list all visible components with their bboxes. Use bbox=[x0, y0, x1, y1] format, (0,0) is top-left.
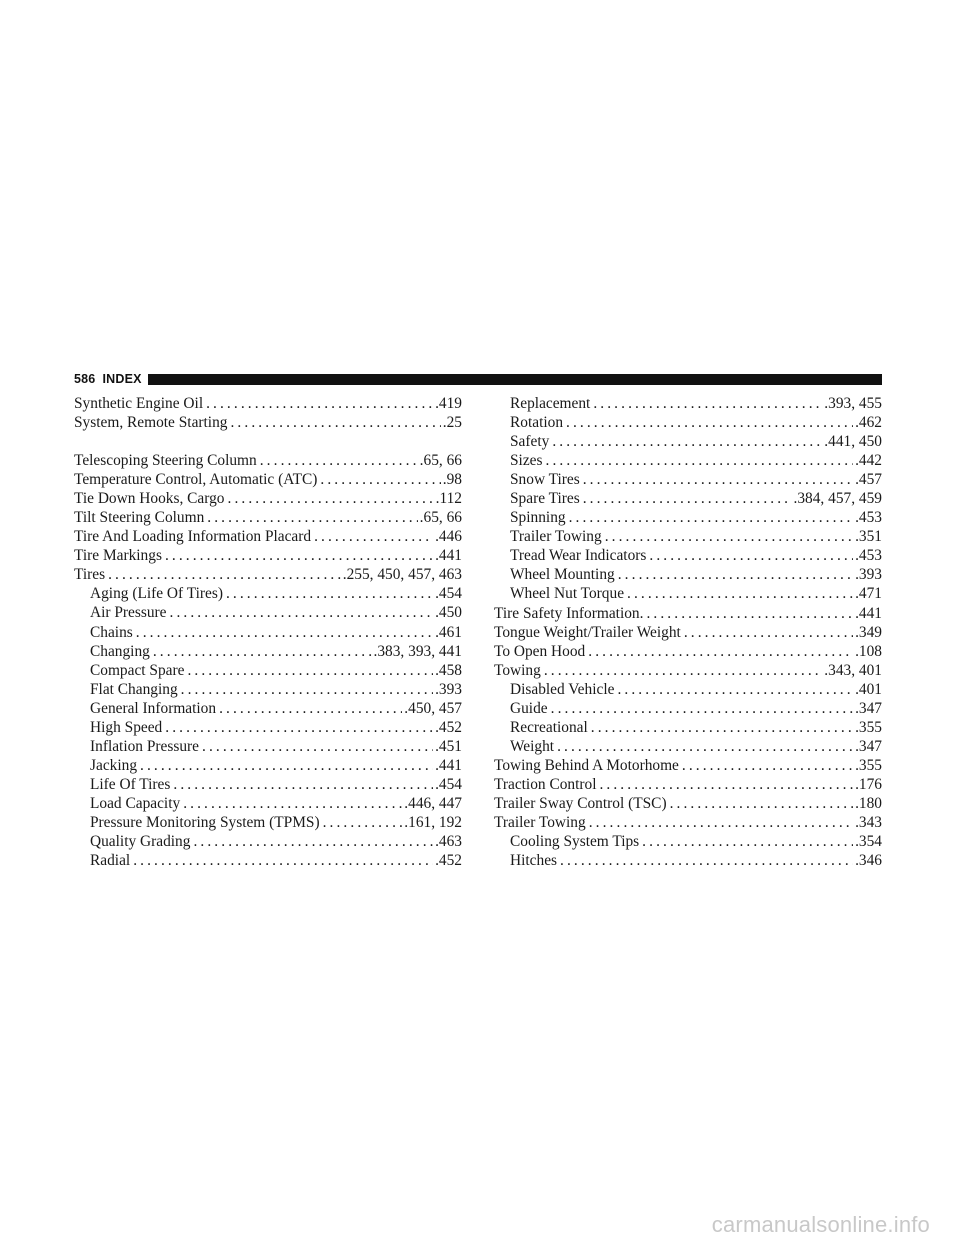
index-subentry bbox=[494, 470, 882, 489]
index-subentry bbox=[74, 794, 462, 813]
index-term: Recreational bbox=[510, 718, 588, 736]
index-subentry bbox=[494, 584, 882, 603]
dot-leader bbox=[566, 413, 853, 432]
dot-leader bbox=[591, 718, 853, 737]
index-entry bbox=[74, 565, 462, 584]
dot-leader bbox=[136, 623, 433, 642]
index-entry bbox=[74, 451, 462, 470]
index-term: To Open Hood bbox=[494, 642, 586, 660]
page-reference: .451 bbox=[435, 737, 462, 755]
index-term: Synthetic Engine Oil bbox=[74, 395, 204, 412]
dot-leader bbox=[552, 432, 822, 451]
dot-leader bbox=[219, 699, 402, 718]
page-reference: .450, 457 bbox=[404, 699, 462, 717]
page-reference: .349 bbox=[855, 623, 882, 641]
page-reference: .255, 450, 457, 463 bbox=[342, 566, 462, 584]
dot-leader bbox=[320, 470, 440, 489]
page-reference: .441 bbox=[435, 547, 462, 565]
index-subentry bbox=[494, 394, 882, 413]
index-column-left bbox=[74, 394, 462, 870]
index-subentry bbox=[494, 451, 882, 470]
index-term: Compact Spare bbox=[90, 661, 185, 679]
page-reference: .453 bbox=[855, 509, 882, 527]
page-reference: .355 bbox=[855, 756, 882, 774]
index-term: Wheel Nut Torque bbox=[510, 585, 625, 603]
index-subentry bbox=[74, 851, 462, 870]
page-reference: .450 bbox=[435, 604, 462, 622]
index-term: Tires bbox=[74, 566, 106, 584]
index-term: Spinning bbox=[510, 509, 566, 527]
index-entry bbox=[494, 642, 882, 661]
index-entry bbox=[494, 604, 882, 623]
index-subentry bbox=[494, 508, 882, 527]
dot-leader bbox=[544, 661, 822, 680]
page-number: 586 bbox=[74, 372, 96, 386]
page-reference: .457 bbox=[855, 471, 882, 489]
page-reference: .442 bbox=[855, 452, 882, 470]
page-reference: .393, 455 bbox=[824, 395, 882, 412]
page-reference: .452 bbox=[435, 718, 462, 736]
dot-leader bbox=[546, 451, 854, 470]
page-reference: .446, 447 bbox=[404, 794, 462, 812]
index-subentry bbox=[494, 851, 882, 870]
index-term: Tongue Weight/Trailer Weight bbox=[494, 623, 681, 641]
index-column-right bbox=[494, 394, 882, 870]
index-term: Chains bbox=[90, 623, 133, 641]
dot-leader bbox=[557, 737, 853, 756]
dot-leader bbox=[627, 584, 853, 603]
page-reference: .446 bbox=[435, 528, 462, 546]
index-subentry bbox=[74, 737, 462, 756]
dot-leader bbox=[183, 794, 402, 813]
dot-leader bbox=[133, 851, 433, 870]
index-term: Quality Grading bbox=[90, 833, 191, 851]
dot-leader bbox=[228, 489, 434, 508]
index-term: Rotation bbox=[510, 414, 564, 432]
index-term: Tilt Steering Column bbox=[74, 509, 205, 527]
index-subentry bbox=[74, 756, 462, 775]
page-reference: .65, 66 bbox=[419, 509, 462, 527]
page-reference: .401 bbox=[855, 680, 882, 698]
page-reference: .462 bbox=[855, 414, 882, 432]
section-title: INDEX bbox=[102, 372, 142, 386]
dot-leader bbox=[207, 508, 417, 527]
index-subentry bbox=[494, 546, 882, 565]
page-reference: .346 bbox=[855, 852, 882, 870]
dot-leader bbox=[193, 832, 433, 851]
index-entry bbox=[74, 546, 462, 565]
dot-leader bbox=[670, 794, 853, 813]
index-subentry bbox=[74, 623, 462, 642]
index-term: Trailer Towing bbox=[510, 528, 602, 546]
index-subentry bbox=[494, 680, 882, 699]
dot-leader bbox=[173, 775, 433, 794]
dot-leader bbox=[588, 642, 853, 661]
index-subentry bbox=[494, 527, 882, 546]
index-term: Aging (Life Of Tires) bbox=[90, 585, 223, 603]
index-entry bbox=[74, 489, 462, 508]
index-entry bbox=[74, 527, 462, 546]
index-term: Sizes bbox=[510, 452, 543, 470]
watermark: carmanualsonline.info bbox=[711, 1212, 930, 1237]
index-subentry bbox=[74, 832, 462, 851]
dot-leader bbox=[618, 565, 853, 584]
index-entry bbox=[74, 508, 462, 527]
page-reference: .176 bbox=[855, 775, 882, 793]
index-term: Trailer Sway Control (TSC) bbox=[494, 794, 667, 812]
index-subentry bbox=[74, 775, 462, 794]
page-reference: .65, 66 bbox=[419, 452, 462, 470]
index-entry bbox=[494, 794, 882, 813]
index-subentry bbox=[494, 832, 882, 851]
dot-leader bbox=[153, 642, 372, 661]
page-reference: .453 bbox=[855, 547, 882, 565]
page-reference: .454 bbox=[435, 775, 462, 793]
dot-leader bbox=[260, 451, 418, 470]
page-reference: .441 bbox=[435, 756, 462, 774]
dot-leader bbox=[569, 508, 853, 527]
index-term: Snow Tires bbox=[510, 471, 580, 489]
dot-leader bbox=[108, 565, 341, 584]
index-term: Safety bbox=[510, 433, 550, 451]
index-entry bbox=[74, 394, 462, 413]
page-reference: .347 bbox=[855, 699, 882, 717]
index-term: Telescoping Steering Column bbox=[74, 452, 257, 470]
dot-leader bbox=[589, 813, 853, 832]
dot-leader bbox=[165, 718, 433, 737]
dot-leader bbox=[165, 546, 433, 565]
page-reference: .161, 192 bbox=[404, 813, 462, 831]
index-subentry bbox=[494, 699, 882, 718]
index-term: High Speed bbox=[90, 718, 163, 736]
index-term: Tire Markings bbox=[74, 547, 162, 565]
page-reference: .347 bbox=[855, 737, 882, 755]
header-rule bbox=[148, 374, 882, 385]
page-reference: .108 bbox=[855, 642, 882, 660]
index-term: Inflation Pressure bbox=[90, 737, 199, 755]
dot-leader bbox=[583, 489, 792, 508]
page-reference: .393 bbox=[435, 680, 462, 698]
page-reference: .458 bbox=[435, 661, 462, 679]
page-reference: .441, 450 bbox=[824, 433, 882, 451]
index-term: Air Pressure bbox=[90, 604, 167, 622]
index-term: Radial bbox=[90, 852, 131, 870]
index-term: Changing bbox=[90, 642, 150, 660]
index-term: Guide bbox=[510, 699, 548, 717]
index-term: Wheel Mounting bbox=[510, 566, 615, 584]
page-reference: .471 bbox=[855, 585, 882, 603]
page-reference: .441 bbox=[855, 604, 882, 622]
index-subentry bbox=[74, 661, 462, 680]
page-reference: .354 bbox=[855, 833, 882, 851]
index-term: Weight bbox=[510, 737, 555, 755]
index-entry bbox=[494, 623, 882, 642]
index-subentry bbox=[494, 432, 882, 451]
dot-leader bbox=[187, 661, 433, 680]
index-term: Flat Changing bbox=[90, 680, 178, 698]
index-entry bbox=[494, 775, 882, 794]
page-reference: .343 bbox=[855, 814, 882, 832]
index-entry bbox=[74, 470, 462, 489]
dot-leader bbox=[226, 584, 433, 603]
dot-leader bbox=[181, 680, 433, 699]
index-entry bbox=[494, 756, 882, 775]
index-subentry bbox=[494, 489, 882, 508]
dot-leader bbox=[617, 680, 853, 699]
dot-leader bbox=[140, 756, 433, 775]
index-term: Cooling System Tips bbox=[510, 833, 640, 851]
index-subentry bbox=[494, 718, 882, 737]
dot-leader bbox=[682, 756, 853, 775]
page-reference: .463 bbox=[435, 833, 462, 851]
index-entry bbox=[74, 413, 462, 432]
index-subentry bbox=[74, 584, 462, 603]
index-term: Towing bbox=[494, 661, 541, 679]
index-term: Disabled Vehicle bbox=[510, 680, 615, 698]
index-term: System, Remote Starting bbox=[74, 414, 228, 432]
index-subentry bbox=[74, 699, 462, 718]
index-term: Tire Safety Information. bbox=[494, 604, 644, 622]
page-reference: .180 bbox=[855, 794, 882, 812]
index-term: Pressure Monitoring System (TPMS) bbox=[90, 813, 320, 831]
page-reference: .393 bbox=[855, 566, 882, 584]
dot-leader bbox=[649, 546, 853, 565]
dot-leader bbox=[605, 527, 853, 546]
dot-leader bbox=[684, 623, 853, 642]
dot-leader bbox=[202, 737, 433, 756]
index-subentry bbox=[74, 680, 462, 699]
index-entry bbox=[494, 661, 882, 680]
index-subentry bbox=[494, 737, 882, 756]
page-reference: .419 bbox=[435, 395, 462, 412]
page-reference: .112 bbox=[435, 490, 462, 508]
page-reference: .454 bbox=[435, 585, 462, 603]
dot-leader bbox=[230, 413, 440, 432]
index-term: Spare Tires bbox=[510, 490, 580, 508]
dot-leader bbox=[314, 527, 433, 546]
index-term: Life Of Tires bbox=[90, 775, 171, 793]
page-reference: .452 bbox=[435, 852, 462, 870]
index-term: Tie Down Hooks, Cargo bbox=[74, 490, 225, 508]
index-entry bbox=[494, 813, 882, 832]
dot-leader bbox=[593, 394, 822, 413]
dot-leader bbox=[560, 851, 853, 870]
dot-leader bbox=[323, 813, 403, 832]
index-subentry bbox=[74, 813, 462, 832]
dot-leader bbox=[646, 604, 853, 623]
dot-leader bbox=[551, 699, 853, 718]
dot-leader bbox=[170, 603, 434, 622]
page-reference: .351 bbox=[855, 528, 882, 546]
index-term: Temperature Control, Automatic (ATC) bbox=[74, 471, 318, 489]
dot-leader bbox=[599, 775, 853, 794]
index-term: Tire And Loading Information Placard bbox=[74, 528, 312, 546]
page-reference: .343, 401 bbox=[824, 661, 882, 679]
index-term: Towing Behind A Motorhome bbox=[494, 756, 679, 774]
dot-leader bbox=[642, 832, 853, 851]
page-header bbox=[74, 372, 882, 386]
index-term: Tread Wear Indicators bbox=[510, 547, 647, 565]
index-subentry bbox=[494, 413, 882, 432]
dot-leader bbox=[583, 470, 853, 489]
index-subentry bbox=[74, 718, 462, 737]
page-reference: .355 bbox=[855, 718, 882, 736]
index-subentry bbox=[74, 603, 462, 622]
page-reference: .383, 393, 441 bbox=[373, 642, 462, 660]
index-term: Replacement bbox=[510, 395, 591, 412]
index-term: Traction Control bbox=[494, 775, 597, 793]
index-subentry bbox=[74, 642, 462, 661]
page-reference: .461 bbox=[435, 623, 462, 641]
index-term: Jacking bbox=[90, 756, 138, 774]
index-term: Hitches bbox=[510, 852, 558, 870]
page-reference: .384, 457, 459 bbox=[793, 490, 882, 508]
index-subentry bbox=[494, 565, 882, 584]
dot-leader bbox=[206, 394, 433, 413]
index-term: Trailer Towing bbox=[494, 814, 586, 832]
page-reference: .25 bbox=[442, 414, 462, 432]
index-term: Load Capacity bbox=[90, 794, 181, 812]
page-reference: .98 bbox=[442, 471, 462, 489]
index-term: General Information bbox=[90, 699, 217, 717]
